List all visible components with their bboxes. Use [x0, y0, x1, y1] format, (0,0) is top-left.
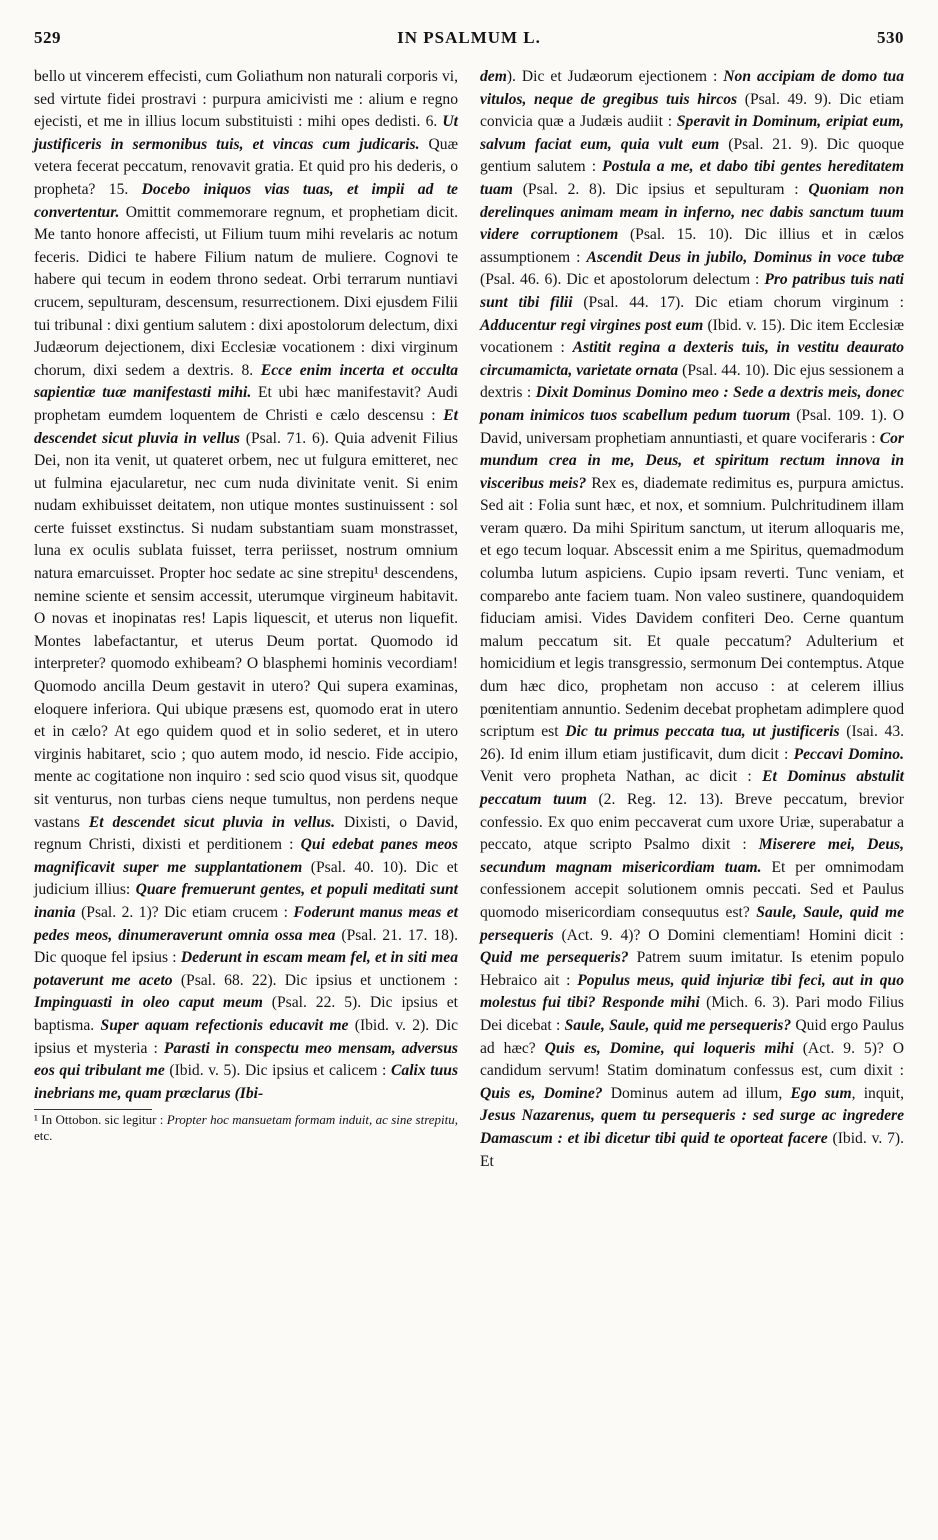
footnote: ¹ In Ottobon. sic legitur : Propter hoc mansuetam formam induit, ac sine strepitu, etc.	[34, 1112, 459, 1144]
left-column	[34, 66, 458, 1173]
text-columns	[34, 66, 904, 1173]
right-column	[480, 66, 904, 1173]
page-number-right: 530	[877, 28, 904, 47]
right-column-text: dem). Dic et Judæorum ejectionem : Non accipiam de domo tua vitulos, neque de gregibus tuis hircos (Psal. 49. 9). Dic etiam convicia quæ a Judæis audiit : Speravit in Dominum, eripiat eum, salvum faciat eum, quia vult eum (Psal. 21. 9). Dic quoque gentium salutem : Postula a me, et dabo tibi gentes hereditatem tuam (Psal. 2. 8). Dic ipsius et sepulturam : Quoniam non derelinques animam meam in inferno, nec dabis sanctum tuum videre corruptionem (Psal. 15. 10). Dic illius et in cælos assumptionem : Ascendit Deus in jubilo, Dominus in voce tubæ (Psal. 46. 6). Dic et apostolorum delectum : Pro patribus tuis nati sunt tibi filii (Psal. 44. 17). Dic etiam chorum virginum : Adducentur regi virgines post eum (Ibid. v. 15). Dic item Ecclesiæ vocationem : Astitit regina a dexteris tuis, in vestitu deaurato circumamicta, varietate ornata (Psal. 44. 10). Dic ejus sessionem a dextris : Dixit Dominus Domino meo : Sede a dextris meis, donec ponam inimicos tuos scabellum pedum tuorum (Psal. 109. 1). O David, universam prophetiam annuntiasti, et quare vociferaris : Cor mundum crea in me, Deus, et spiritum rectum innova in visceribus meis? Rex es, diademate redimitus es, purpura amictus. Sed ait : Folia sunt hæc, et nox, et somnium. Pulchritudinem illam veram quæro. Da mihi Spiritum sanctum, ut iterum alloquaris me, et ego tecum loquar. Abscessit enim a me Spiritus, quemadmodum columba lutum aspiciens. Cupio ipsam reverti. Tunc veniam, et comparebo ante faciem tuam. Non valeo sustinere, quandoquidem fiduciam amisi. Vides Davidem confiteri Deo. Cerne quantum malum peccatum sit. Et quale peccatum? Adulterium et homicidium et legis transgressio, sermonum Dei contemptus. Atque dum hæc dico, prophetam non accuso : at celerem illius pœnitentiam annuntio. Sedenim decebat prophetam adimplere quod scriptum est Dic tu primus peccata tua, ut justificeris (Isai. 43. 26). Id enim illum etiam justificavit, dum dicit : Peccavi Domino. Venit vero propheta Nathan, ac dicit : Et Dominus abstulit peccatum tuum (2. Reg. 12. 13). Breve peccatum, brevior confessio. Ex quo enim peccaverat cum uxore Uriæ, superabatur a peccato, atque scripto Psalmo dixit : Miserere mei, Deus, secundum magnam misericordiam tuam. Et per omnimodam confessionem accepit solutionem omnis peccati. Sed et Paulus quomodo misericordiam consequutus est? Saule, Saule, quid me persequeris (Act. 9. 4)? O Domini clementiam! Homini dicit : Quid me persequeris? Patrem suum imitatur. Is etenim populo Hebraico ait : Populus meus, quid injuriæ tibi feci, aut in quo molestus fui tibi? Responde mihi (Mich. 6. 3). Pari modo Filius Dei dicebat : Saule, Saule, quid me persequeris? Quid ergo Paulus ad hæc? Quis es, Domine, qui loqueris mihi (Act. 9. 5)? O candidum servum! Statim dominatum confessus est, cum dixit : Quis es, Domine? Dominus autem ad illum, Ego sum, inquit, Jesus Nazarenus, quem tu persequeris : sed surge ac ingredere Damascum : et ibi dicetur tibi quid te oporteat facere (Ibid. v. 7). Et	[480, 68, 905, 1170]
footnote-rule	[34, 1109, 152, 1110]
page-number-left: 529	[34, 28, 61, 47]
left-column-text: bello ut vincerem effecisti, cum Goliathum non naturali corporis vi, sed virtute fidei prostravi : purpura amicivisti me : alium e regno ejecisti, et me in illius locum substituisti : mihi opes dedisti. 6. Ut justificeris in sermonibus tuis, et vincas cum judicaris. Quæ vetera fecerat peccatum, renovavit gratia. Et quid pro his dederis, o propheta? 15. Docebo iniquos vias tuas, et impii ad te convertentur. Omittit commemorare regnum, et prophetiam dicit. Me tanto honore affecisti, ut Filium tuum mihi revelaris ac notum feceris. Didici te habere Filium natum de muliere. Cognovi te habere qui tecum in eodem throno sedeat. Orbi terrarum nuntiavi crucem, sepulturam, descensum, resurrectionem. Dixi ejusdem Filii tui tribunal : dixi gentium salutem : dixi apostolorum delectum, dixi Judæorum dejectionem, dixi Ecclesiæ vocationem : dixi virginum chorum, dixi sedem a dextris. 8. Ecce enim incerta et occulta sapientiæ tuæ manifestasti mihi. Et ubi hæc manifestavit? Audi prophetam eumdem loquentem de Christi e cælo descensu : Et descendet sicut pluvia in vellus (Psal. 71. 6). Quia advenit Filius Dei, non ita venit, ut quateret orbem, nec ut fulgura emitteret, nec ut fulmina ejacularetur, nec cum nuda divinitate venit. Si enim nudam exhibuisset deitatem, non utique montes sustinuissent : sol certe fuisset exstinctus. Si nudam substantiam suam monstrasset, luna ex oculis sublata fuisset, terra periisset, nostrum omnium natura emarcuisset. Propter hoc sedate ac sine strepitu¹ descendens, nemine sciente et sensim accessit, uterumque virgineum habitavit. O novas et inopinatas res! Lapis liquescit, et uterus non liquefit. Montes labefactantur, et uterus Deum portat. Quomodo id interpreter? quomodo exhibeam? O blasphemi hominis vecordiam! Quomodo ancilla Deum gestavit in utero? Qui supera examinas, eloquere inferiora. Qui ubique præsens est, quomodo erat in utero et in cælo? At ego quidem quod et in solio sederet, et in utero virginis habitaret, scio ; quo autem modo, id nescio. Fide accipio, mente ac cogitatione non inquiro : sed scio quod visus sit, quodque sit venturus, non turbas ciens neque tumultus, non perdens neque vastans Et descendet sicut pluvia in vellus. Dixisti, o David, regnum Christi, dixisti et perditionem : Qui edebat panes meos magnificavit super me supplantationem (Psal. 40. 10). Dic et judicium illius: Quare fremuerunt gentes, et populi meditati sunt inania (Psal. 2. 1)? Dic etiam crucem : Foderunt manus meas et pedes meos, dinumeraverunt omnia ossa mea (Psal. 21. 17. 18). Dic quoque fel ipsius : Dederunt in escam meam fel, et in siti mea potaverunt me aceto (Psal. 68. 22). Dic ipsius et unctionem : Impinguasti in oleo caput meum (Psal. 22. 5). Dic ipsius et baptisma. Super aquam refectionis educavit me (Ibid. v. 2). Dic ipsius et mysteria : Parasti in conspectu meo mensam, adversus eos qui tribulant me (Ibid. v. 5). Dic ipsius et calicem : Calix tuus inebrians me, quam præclarus (Ibi-	[34, 68, 459, 1102]
running-title: IN PSALMUM L.	[397, 28, 541, 47]
running-header	[34, 28, 904, 58]
